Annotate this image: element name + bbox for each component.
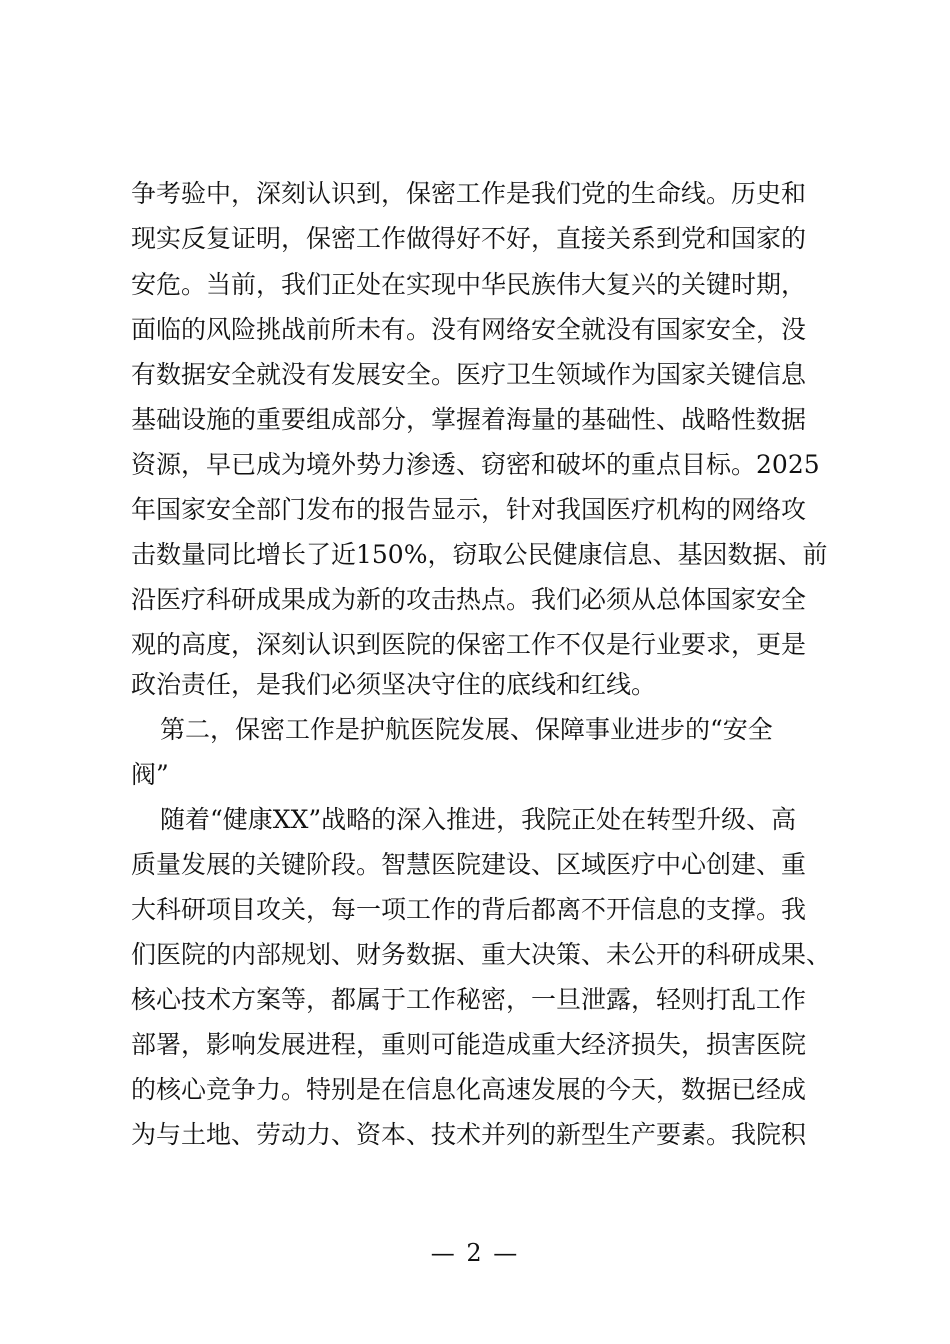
text-line: 面临的风险挑战前所未有。没有网络安全就没有国家安全，没 [131,315,807,344]
page-number: — 2 — [430,1239,520,1267]
section-heading: 第二，保密工作是护航医院发展、保障事业进步的“安全 [160,715,773,744]
text-line: 部署，影响发展进程，重则可能造成重大经济损失，损害医院 [131,1030,807,1059]
text-line: 资源，早已成为境外势力渗透、窃密和破坏的重点目标。2025 [131,450,820,479]
text-line: 沿医疗科研成果成为新的攻击热点。我们必须从总体国家安全 [131,585,807,614]
text-line: 的核心竞争力。特别是在信息化高速发展的今天，数据已经成 [131,1075,807,1104]
text-line: 随着“健康XX”战略的深入推进，我院正处在转型升级、高 [160,805,797,834]
text-line: 质量发展的关键阶段。智慧医院建设、区域医疗中心创建、重 [131,850,807,879]
text-line: 争考验中，深刻认识到，保密工作是我们党的生命线。历史和 [131,179,807,208]
section-heading: 阀” [131,760,169,789]
text-line: 政治责任，是我们必须坚决守住的底线和红线。 [131,670,657,699]
text-line: 有数据安全就没有发展安全。医疗卫生领域作为国家关键信息 [131,360,807,389]
text-line: 们医院的内部规划、财务数据、重大决策、未公开的科研成果、 [131,940,832,969]
text-line: 核心技术方案等，都属于工作秘密，一旦泄露，轻则打乱工作 [131,985,807,1014]
text-line: 击数量同比增长了近150%，窃取公民健康信息、基因数据、前 [131,540,828,569]
text-line: 现实反复证明，保密工作做得好不好，直接关系到党和国家的 [131,224,807,253]
text-line: 年国家安全部门发布的报告显示，针对我国医疗机构的网络攻 [131,495,807,524]
text-line: 安危。当前，我们正处在实现中华民族伟大复兴的关键时期， [131,270,807,299]
text-line: 基础设施的重要组成部分，掌握着海量的基础性、战略性数据 [131,405,807,434]
text-line: 观的高度，深刻认识到医院的保密工作不仅是行业要求，更是 [131,630,807,659]
text-line: 大科研项目攻关，每一项工作的背后都离不开信息的支撑。我 [131,895,807,924]
text-line: 为与土地、劳动力、资本、技术并列的新型生产要素。我院积 [131,1120,807,1149]
